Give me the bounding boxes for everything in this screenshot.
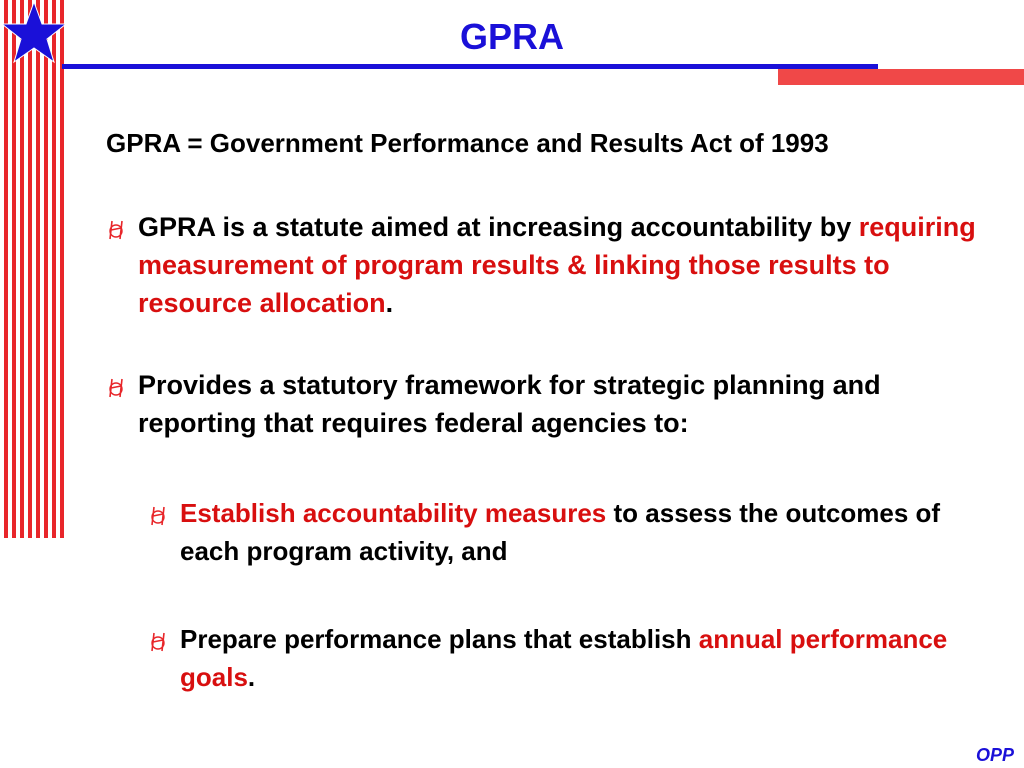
title-rule-blue xyxy=(62,64,878,69)
sub-bullet-text xyxy=(180,620,960,696)
slide-title: GPRA xyxy=(459,16,564,57)
slide-subtitle: GPRA = Government Performance and Results Act of 1993 xyxy=(106,128,829,158)
footer-label: OPP xyxy=(975,745,1014,765)
bullet-text-end: . xyxy=(385,288,394,318)
flag-stripes xyxy=(0,0,64,538)
sub-bullet-text-plain: to assess the outcomes of each program activity, and xyxy=(180,498,941,566)
bullet-text-highlight: requiring measurement of program results & linking those results to resource allocation xyxy=(138,212,976,318)
bullet-text: Provides a statutory framework for strategic planning and reporting that requires federal agencies to: xyxy=(138,370,881,438)
sub-bullet-text-end: . xyxy=(247,662,256,692)
hollow-h-bullet-icon xyxy=(106,218,124,242)
bullet-text-plain: GPRA is a statute aimed at increasing accountability by xyxy=(138,212,859,242)
bullet-item xyxy=(138,366,988,442)
sub-bullet-text xyxy=(180,494,960,570)
bullet-item xyxy=(138,208,988,322)
sub-bullet-item xyxy=(180,620,960,696)
sub-bullet-text-plain: Prepare performance plans that establish xyxy=(180,624,699,654)
sub-bullet-item xyxy=(180,494,960,570)
bullet-text xyxy=(138,208,988,322)
hollow-h-bullet-icon xyxy=(148,630,166,654)
hollow-h-bullet-icon xyxy=(106,376,124,400)
title-rule-red xyxy=(778,69,1024,85)
sub-bullet-text-highlight: Establish accountability measures xyxy=(180,498,607,528)
hollow-h-bullet-icon xyxy=(148,504,166,528)
sub-bullet-text-highlight: annual performance goals xyxy=(180,624,948,692)
